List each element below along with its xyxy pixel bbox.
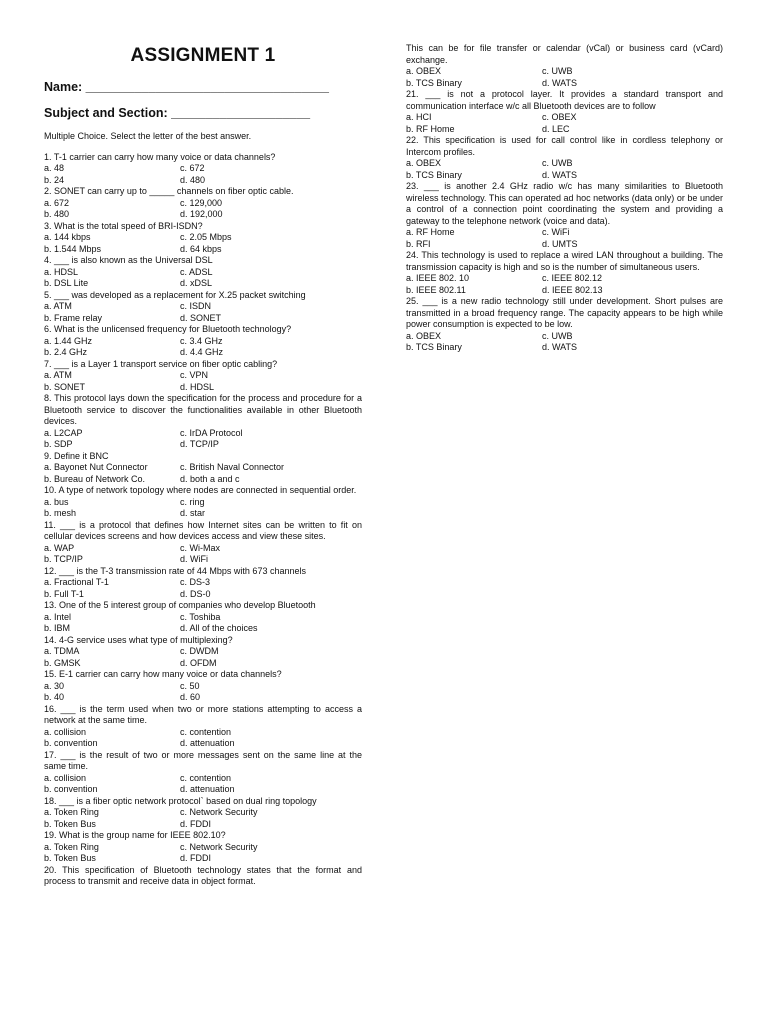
option-d: d. star	[180, 508, 206, 518]
option-b: b. GMSK	[44, 657, 81, 668]
option-b: b. SONET	[44, 381, 86, 392]
answer-options	[44, 198, 362, 221]
answer-options	[44, 301, 362, 324]
option-d: d. WiFi	[180, 554, 208, 564]
option-b: b. convention	[44, 738, 98, 748]
answer-options	[44, 497, 362, 520]
question-text: 5. ___ was developed as a replacement for X.25 packet switching	[44, 289, 306, 300]
answer-options	[44, 370, 362, 393]
option-c: c. ISDN	[180, 301, 212, 311]
option-c: c. IrDA Protocol	[180, 427, 243, 438]
question-20-continuation: This can be for file transfer or calendar (vCal) or business card (vCard) exchange.	[406, 43, 723, 65]
option-c: c. 50	[180, 680, 200, 691]
question-text: 19. What is the group name for IEEE 802.10?	[44, 830, 226, 840]
question-text: 2. SONET can carry up to _____ channels on fiber optic cable.	[44, 186, 294, 196]
question-item	[44, 520, 362, 566]
option-c: c. 3.4 GHz	[180, 335, 223, 346]
instructions-text: Multiple Choice. Select the letter of the best answer.	[44, 131, 252, 141]
option-a: a. bus	[44, 496, 69, 507]
option-b: b. TCS Binary	[406, 342, 462, 352]
option-a: a. 672	[44, 197, 70, 208]
option-d: d. 4.4 GHz	[180, 347, 224, 357]
question-text: 10. A type of network topology where nodes are connected in sequential order.	[44, 485, 357, 495]
question-text: 3. What is the total speed of BRI-ISDN?	[44, 220, 203, 231]
option-a: a. OBEX	[406, 158, 442, 168]
answer-options	[44, 612, 362, 635]
left-question-list	[44, 152, 362, 865]
option-b: b. convention	[44, 784, 98, 794]
question-text: 14. 4-G service uses what type of multiplexing?	[44, 634, 233, 645]
option-b: b. Token Bus	[44, 853, 96, 863]
question-item	[44, 290, 362, 325]
option-b: b. 1.544 Mbps	[44, 243, 102, 254]
option-d: d. xDSL	[180, 278, 213, 288]
option-c: c. British Naval Connector	[180, 462, 285, 472]
option-d: d. All of the choices	[180, 623, 258, 633]
option-c: c. OBEX	[542, 112, 577, 122]
question-text: 7. ___ is a Layer 1 transport service on fiber optic cabling?	[44, 358, 278, 369]
question-item	[44, 221, 362, 256]
question-20-text: 20. This specification of Bluetooth technology states that the format and process to transmit and receive data in object format.	[44, 864, 362, 886]
option-b: b. Bureau of Network Co.	[44, 473, 146, 484]
answer-options	[44, 577, 362, 600]
option-a: a. ATM	[44, 301, 72, 311]
option-c: c. Network Security	[180, 841, 258, 852]
option-c: c. 672	[180, 163, 205, 173]
option-d: d. IEEE 802.13	[542, 284, 603, 295]
option-d: d. 64 kbps	[180, 243, 222, 254]
option-c: c. DWDM	[180, 646, 219, 656]
question-text: 8. This protocol lays down the specification for the process and procedure for a Bluetooth service to discover the functionalities available in other Bluetooth devices.	[44, 393, 362, 426]
question-text: 4. ___ is also known as the Universal DSL	[44, 255, 213, 265]
subject-section-field-line: Subject and Section: ____________________	[44, 106, 311, 120]
question-item	[406, 135, 723, 181]
option-a: a. 48	[44, 163, 65, 173]
name-field-line: Name: ___________________________________	[44, 80, 329, 94]
question-text: 9. Define it BNC	[44, 450, 109, 461]
answer-options	[406, 158, 723, 181]
question-text: 21. ___ is not a protocol layer. It provides a standard transport and communication interface w/c all Bluetooth devices are to follow	[406, 89, 723, 111]
option-d: d. 480	[180, 174, 206, 185]
option-a: a. IEEE 802. 10	[406, 273, 470, 283]
answer-options	[44, 543, 362, 566]
question-item	[44, 186, 362, 221]
question-text: 13. One of the 5 interest group of companies who develop Bluetooth	[44, 600, 316, 610]
left-column	[44, 43, 362, 888]
option-b: b. mesh	[44, 508, 77, 518]
answer-options	[44, 462, 362, 485]
option-c: c. Network Security	[180, 807, 258, 817]
option-c: c. contention	[180, 772, 232, 783]
question-text: 25. ___ is a new radio technology still under development. Short pulses are transmitted in a broad frequency range. The capacity appears to be high while power consumption is expected to be low.	[406, 296, 723, 329]
option-c: c. IEEE 802.12	[542, 273, 603, 283]
question-item	[44, 600, 362, 635]
option-a: a. 144 kbps	[44, 232, 91, 242]
question-item	[406, 296, 723, 354]
answer-options	[406, 112, 723, 135]
option-b: b. RF Home	[406, 123, 455, 134]
option-a: a. Intel	[44, 611, 72, 622]
option-b: b. TCS Binary	[406, 77, 462, 88]
option-a: a. 1.44 GHz	[44, 335, 93, 346]
option-a: a. RF Home	[406, 227, 455, 237]
option-d: d. WATS	[542, 77, 578, 88]
question-item	[44, 152, 362, 187]
option-a: a. 30	[44, 680, 65, 691]
option-b: b. 40	[44, 692, 65, 702]
question-item	[406, 250, 723, 296]
question-item	[44, 451, 362, 486]
option-b: b. Frame relay	[44, 312, 103, 323]
question-item	[44, 485, 362, 520]
option-d: d. DS-0	[180, 588, 211, 599]
question-text: 16. ___ is the term used when two or more stations attempting to access a network at the same time.	[44, 703, 362, 725]
answer-options	[406, 273, 723, 296]
right-question-list	[406, 89, 723, 354]
option-c: c. UWB	[542, 66, 573, 76]
question-item	[44, 830, 362, 865]
option-a: a. Bayonet Nut Connector	[44, 462, 148, 472]
option-d: d. OFDM	[180, 657, 217, 668]
option-c: c. UWB	[542, 330, 573, 341]
question-text: 12. ___ is the T-3 transmission rate of 44 Mbps with 673 channels	[44, 565, 306, 576]
option-a: a. HCI	[406, 112, 432, 122]
option-b: b. IBM	[44, 623, 71, 633]
question-20-options	[406, 66, 723, 89]
option-a: a. TDMA	[44, 646, 80, 656]
option-d: d. HDSL	[180, 381, 215, 392]
answer-options	[44, 232, 362, 255]
question-item	[44, 566, 362, 601]
question-text: 18. ___ is a fiber optic network protocol` based on dual ring topology	[44, 795, 317, 806]
option-c: c. WiFi	[542, 227, 570, 237]
option-d: d. FDDI	[180, 818, 212, 829]
option-b: b. 480	[44, 209, 70, 219]
option-d: d. LEC	[542, 123, 570, 134]
option-a: a. collision	[44, 726, 87, 737]
question-text: 22. This specification is used for call control like in cordless telephony or Intercom profiles.	[406, 135, 723, 157]
option-b: b. TCS Binary	[406, 169, 462, 180]
option-b: b. IEEE 802.11	[406, 284, 466, 295]
option-a: a. OBEX	[406, 330, 442, 341]
option-c: c. Toshiba	[180, 611, 221, 622]
option-b: b. Token Bus	[44, 818, 96, 829]
question-item	[44, 796, 362, 831]
option-c: c. ADSL	[180, 266, 213, 277]
option-a: a. Fractional T-1	[44, 577, 109, 587]
question-item	[44, 393, 362, 451]
answer-options	[406, 331, 723, 354]
option-b: b. DSL Lite	[44, 278, 89, 288]
option-c: c. DS-3	[180, 577, 211, 587]
answer-options	[44, 727, 362, 750]
option-a: a. OBEX	[406, 66, 442, 76]
question-text: 11. ___ is a protocol that defines how Internet sites can be written to fit on cellular devices screens and how devices access and view these sites.	[44, 519, 362, 541]
question-item	[44, 704, 362, 750]
option-b: b. Full T-1	[44, 588, 84, 599]
question-item	[406, 181, 723, 250]
answer-options	[44, 428, 362, 451]
answer-options	[44, 807, 362, 830]
option-d: d. TCP/IP	[180, 439, 219, 449]
option-d: d. WATS	[542, 169, 578, 180]
option-d: d. 192,000	[180, 209, 223, 219]
option-d: d. attenuation	[180, 784, 235, 794]
option-a: a. HDSL	[44, 266, 79, 277]
question-text: 1. T-1 carrier can carry how many voice or data channels?	[44, 151, 276, 162]
option-d: d. UMTS	[542, 238, 578, 249]
option-b: b. TCP/IP	[44, 554, 83, 564]
question-item	[44, 669, 362, 704]
option-a: a. collision	[44, 772, 87, 783]
option-d: d. WATS	[542, 342, 578, 352]
answer-options	[44, 681, 362, 704]
right-column	[406, 43, 723, 354]
option-b: b. 2.4 GHz	[44, 347, 88, 357]
option-d: d. 60	[180, 692, 201, 702]
option-d: d. FDDI	[180, 853, 212, 863]
option-a: a. Token Ring	[44, 807, 99, 817]
option-c: c. Wi-Max	[180, 542, 220, 553]
option-b: b. RFI	[406, 238, 431, 249]
answer-options	[44, 646, 362, 669]
page-title: ASSIGNMENT 1	[130, 45, 276, 66]
option-a: a. ATM	[44, 370, 72, 380]
option-c: c. 129,000	[180, 197, 223, 208]
question-item	[44, 324, 362, 359]
option-a: a. WAP	[44, 542, 75, 553]
option-a: a. Token Ring	[44, 841, 99, 852]
question-item	[44, 635, 362, 670]
option-d: d. attenuation	[180, 738, 235, 748]
answer-options	[406, 227, 723, 250]
question-text: 6. What is the unlicensed frequency for Bluetooth technology?	[44, 324, 292, 334]
question-text: 17. ___ is the result of two or more messages sent on the same line at the same time.	[44, 749, 362, 771]
question-item	[44, 750, 362, 796]
option-c: c. ring	[180, 496, 205, 507]
question-item	[44, 255, 362, 290]
option-b: b. SDP	[44, 439, 73, 449]
question-item	[406, 89, 723, 135]
option-a: a. L2CAP	[44, 427, 83, 438]
answer-options	[44, 842, 362, 865]
question-text: 23. ___ is another 2.4 GHz radio w/c has many similarities to Bluetooth wireless technology. This can operated ad hoc networks (data only) or be under a control of a connection point coordinating the system and providing a gateway to the telephone network (voice and data).	[406, 181, 723, 226]
answer-options	[44, 773, 362, 796]
question-item	[44, 359, 362, 394]
question-text: 15. E-1 carrier can carry how many voice or data channels?	[44, 669, 282, 679]
option-d: d. SONET	[180, 312, 222, 323]
option-c: c. 2.05 Mbps	[180, 232, 232, 242]
answer-options	[44, 336, 362, 359]
option-c: c. UWB	[542, 158, 573, 168]
question-text: 24. This technology is used to replace a wired LAN throughout a building. The transmission capacity is high and so is the number of simultaneous users.	[406, 250, 723, 272]
option-c: c. contention	[180, 726, 232, 737]
option-b: b. 24	[44, 174, 65, 185]
option-c: c. VPN	[180, 370, 209, 380]
answer-options	[44, 163, 362, 186]
option-d: d. both a and c	[180, 473, 240, 484]
answer-options	[44, 267, 362, 290]
